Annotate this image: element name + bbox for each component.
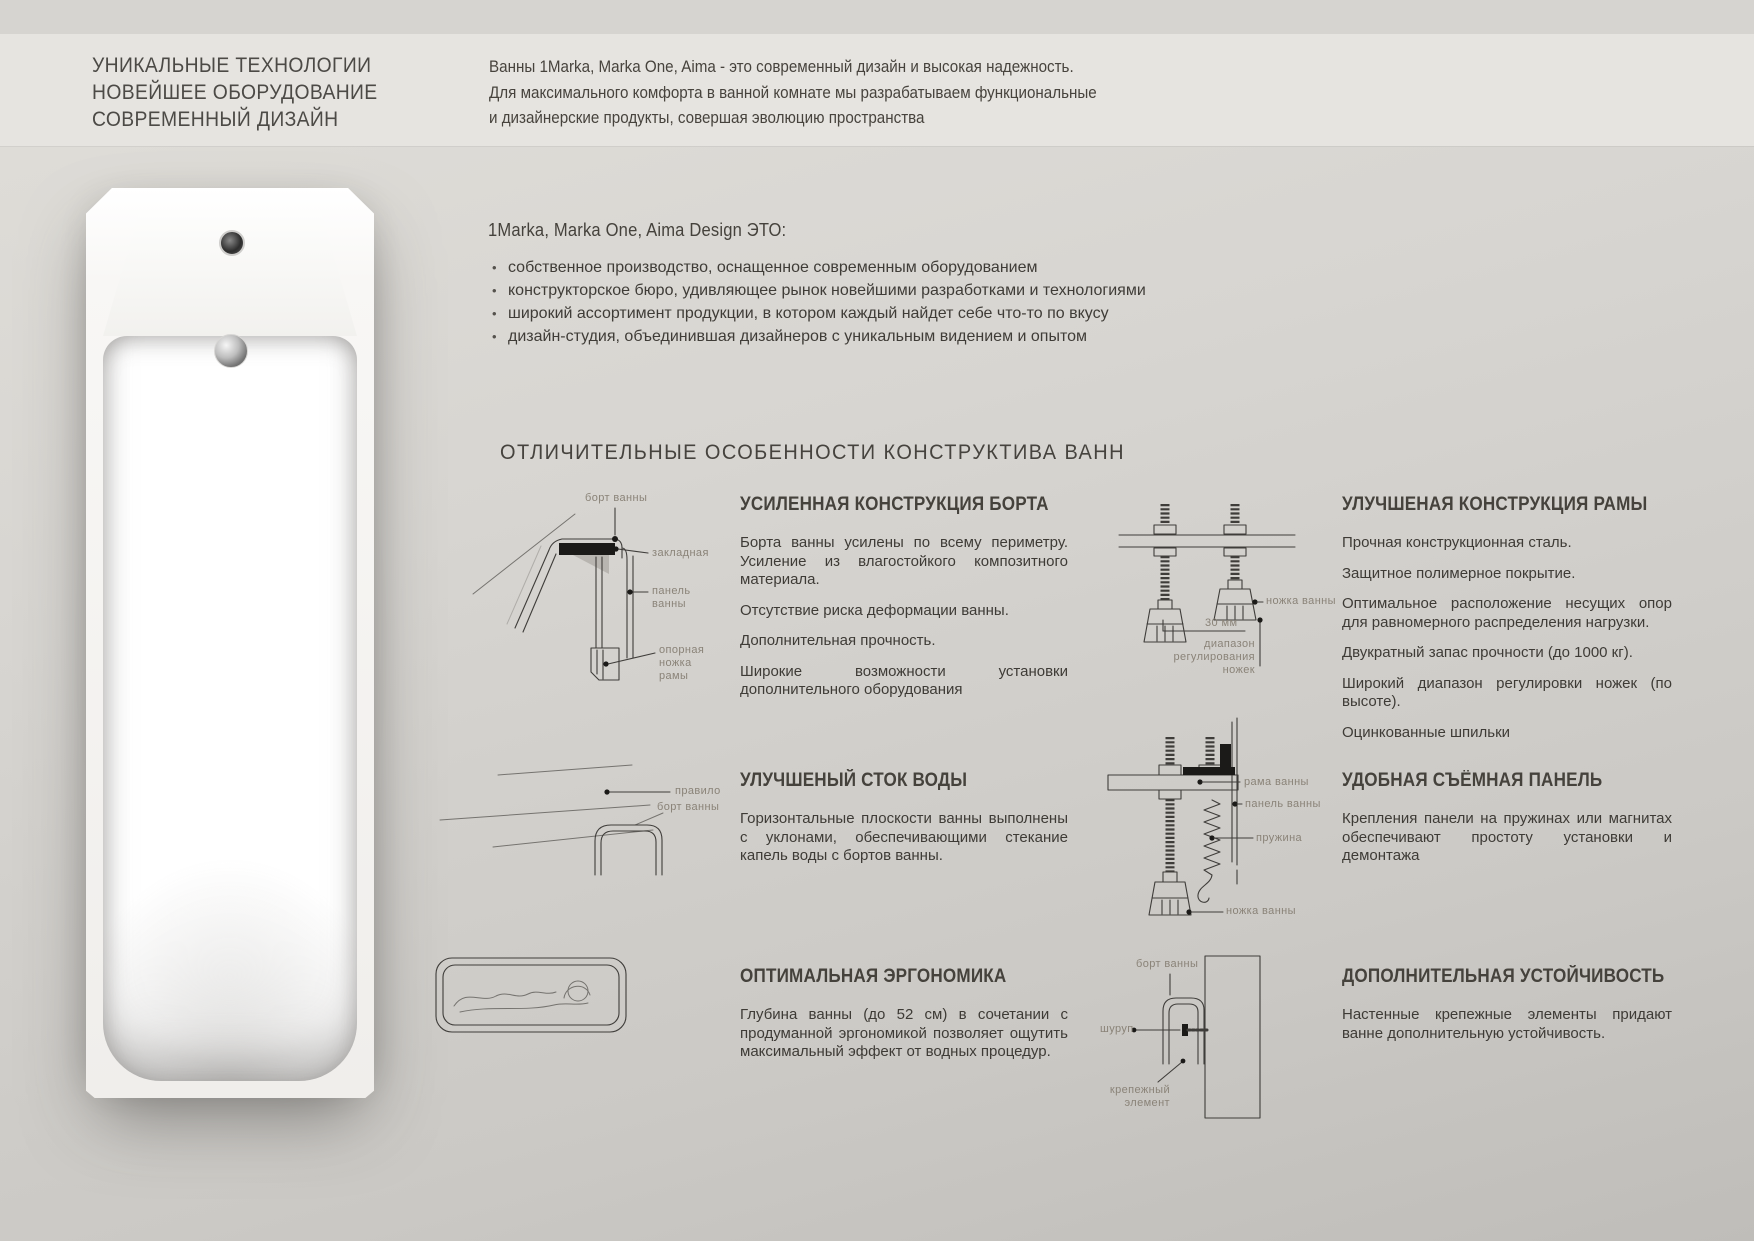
top-strip xyxy=(0,0,1754,35)
slogan-line: НОВЕЙШЕЕ ОБОРУДОВАНИЕ xyxy=(92,81,378,104)
drain xyxy=(214,334,248,368)
diagram-label: 30 мм xyxy=(1205,617,1238,629)
feature-title: УДОБНАЯ СЪЁМНАЯ ПАНЕЛЬ xyxy=(1342,770,1603,791)
feature-paragraph: Глубина ванны (до 52 см) в сочетании с продуманной эргономикой позволяет ощутить максимальный эффект от водных процедур. xyxy=(740,1006,1068,1060)
feature-title: УСИЛЕННАЯ КОНСТРУКЦИЯ БОРТА xyxy=(740,494,1049,515)
list-item: • дизайн-студия, объединившая дизайнеров с уникальным видением и опытом xyxy=(488,325,1248,348)
wall-stability-diagram xyxy=(1098,952,1283,1127)
about-bullet-list xyxy=(488,256,1248,348)
diagram-label: пружина xyxy=(1256,832,1303,844)
feature-water-runoff xyxy=(740,770,1068,878)
feature-paragraph: Оцинкованные шпильки xyxy=(1342,723,1511,741)
intro-line: и дизайнерские продукты, совершая эволюцию пространства xyxy=(489,109,925,127)
panel-drawing xyxy=(1105,712,1340,930)
feature-paragraph: Защитное полимерное покрытие. xyxy=(1342,564,1576,582)
feature-title: ОПТИМАЛЬНАЯ ЭРГОНОМИКА xyxy=(740,966,1007,987)
feature-paragraph: Дополнительная прочность. xyxy=(740,632,936,649)
diagram-label: панель ванны xyxy=(1245,798,1321,810)
frame-construction-diagram xyxy=(1105,496,1340,691)
diagram-label: ножка ванны xyxy=(1266,595,1336,607)
feature-paragraph: Прочная конструкционная сталь. xyxy=(1342,534,1572,551)
slogan-line: СОВРЕМЕННЫЙ ДИЗАЙН xyxy=(92,108,339,131)
feature-paragraph: Широкие возможности установки дополнительного оборудования xyxy=(740,662,1068,698)
feature-paragraph: Оптимальное расположение несущих опор для равномерного распределения нагрузки. xyxy=(1342,595,1672,631)
feature-paragraph: Отсутствие риска деформации ванны. xyxy=(740,601,1009,619)
intro-text xyxy=(489,55,1097,132)
diagram-label: диапазон регулирования ножек xyxy=(1173,638,1255,676)
feature-ergonomics xyxy=(740,966,1068,1074)
intro-line: Ванны 1Marka, Marka One, Aima - это современный дизайн и высокая надежность. xyxy=(489,58,1074,76)
list-item: • конструкторское бюро, удивляющее рынок новейшими разработками и технологиями xyxy=(488,279,1248,302)
feature-title: УЛУЧШЕНАЯ КОНСТРУКЦИЯ РАМЫ xyxy=(1342,494,1648,515)
intro-line: Для максимального комфорта в ванной комнате мы разрабатываем функциональные xyxy=(489,83,1097,102)
bathtub-photo xyxy=(86,188,374,1098)
diagram-label: борт ванны xyxy=(1136,958,1199,970)
ergonomics-diagram xyxy=(432,948,632,1040)
feature-reinforced-rim xyxy=(740,494,1068,712)
diagram-label: крепежный элемент xyxy=(1109,1084,1170,1109)
diagram-label: борт ванны xyxy=(657,801,720,813)
slogan-line: УНИКАЛЬНЫЕ ТЕХНОЛОГИИ xyxy=(92,54,372,77)
overflow-hole xyxy=(219,230,245,256)
water-runoff-diagram xyxy=(435,745,720,875)
feature-paragraph: Двукратный запас прочности (до 1000 кг). xyxy=(1342,644,1633,661)
feature-wall-stability xyxy=(1342,966,1672,1055)
feature-paragraph: Широкий диапазон регулировки ножек (по высоте). xyxy=(1342,674,1672,710)
diagram-label: правило xyxy=(675,785,721,797)
feature-removable-panel xyxy=(1342,770,1672,878)
feature-paragraph: Настенные крепежные элементы придают ванне дополнительную устойчивость. xyxy=(1342,1006,1672,1042)
diagram-label: опорная ножка рамы xyxy=(659,644,705,682)
feature-title: ДОПОЛНИТЕЛЬНАЯ УСТОЙЧИВОСТЬ xyxy=(1342,966,1665,987)
bathtub-basin xyxy=(103,336,357,1081)
feature-paragraph: Крепления панели на пружинах или магнитах обеспечивают простоту установки и демонтажа xyxy=(1342,810,1672,864)
rim-construction-diagram xyxy=(455,486,725,691)
diagram-label: панель ванны xyxy=(652,585,691,610)
removable-panel-diagram xyxy=(1105,712,1340,930)
diagram-label: шуруп xyxy=(1100,1023,1134,1035)
slogan xyxy=(92,52,378,133)
diagram-label: борт ванны xyxy=(585,492,648,504)
diagram-label: закладная xyxy=(652,547,709,559)
diagram-label: рама ванны xyxy=(1244,776,1309,788)
bathtub-side-view-drawing xyxy=(432,948,632,1040)
list-item: • широкий ассортимент продукции, в котором каждый найдет себе что-то по вкусу xyxy=(488,302,1248,325)
list-item: • собственное производство, оснащенное современным оборудованием xyxy=(488,256,1248,279)
feature-paragraph: Горизонтальные плоскости ванны выполнены с уклонами, обеспечивающими стекание капель воды с бортов ванны. xyxy=(740,810,1068,864)
about-title: 1Marka, Marka One, Aima Design ЭТО: xyxy=(488,220,787,240)
diagram-label: ножка ванны xyxy=(1226,905,1296,917)
section-title: ОТЛИЧИТЕЛЬНЫЕ ОСОБЕННОСТИ КОНСТРУКТИВА ВАНН xyxy=(500,441,1125,464)
feature-improved-frame xyxy=(1342,494,1672,754)
feature-paragraph: Борта ванны усилены по всему периметру. Усиление из влагостойкого композитного материала. xyxy=(740,534,1068,588)
feature-title: УЛУЧШЕНЫЙ СТОК ВОДЫ xyxy=(740,770,968,791)
